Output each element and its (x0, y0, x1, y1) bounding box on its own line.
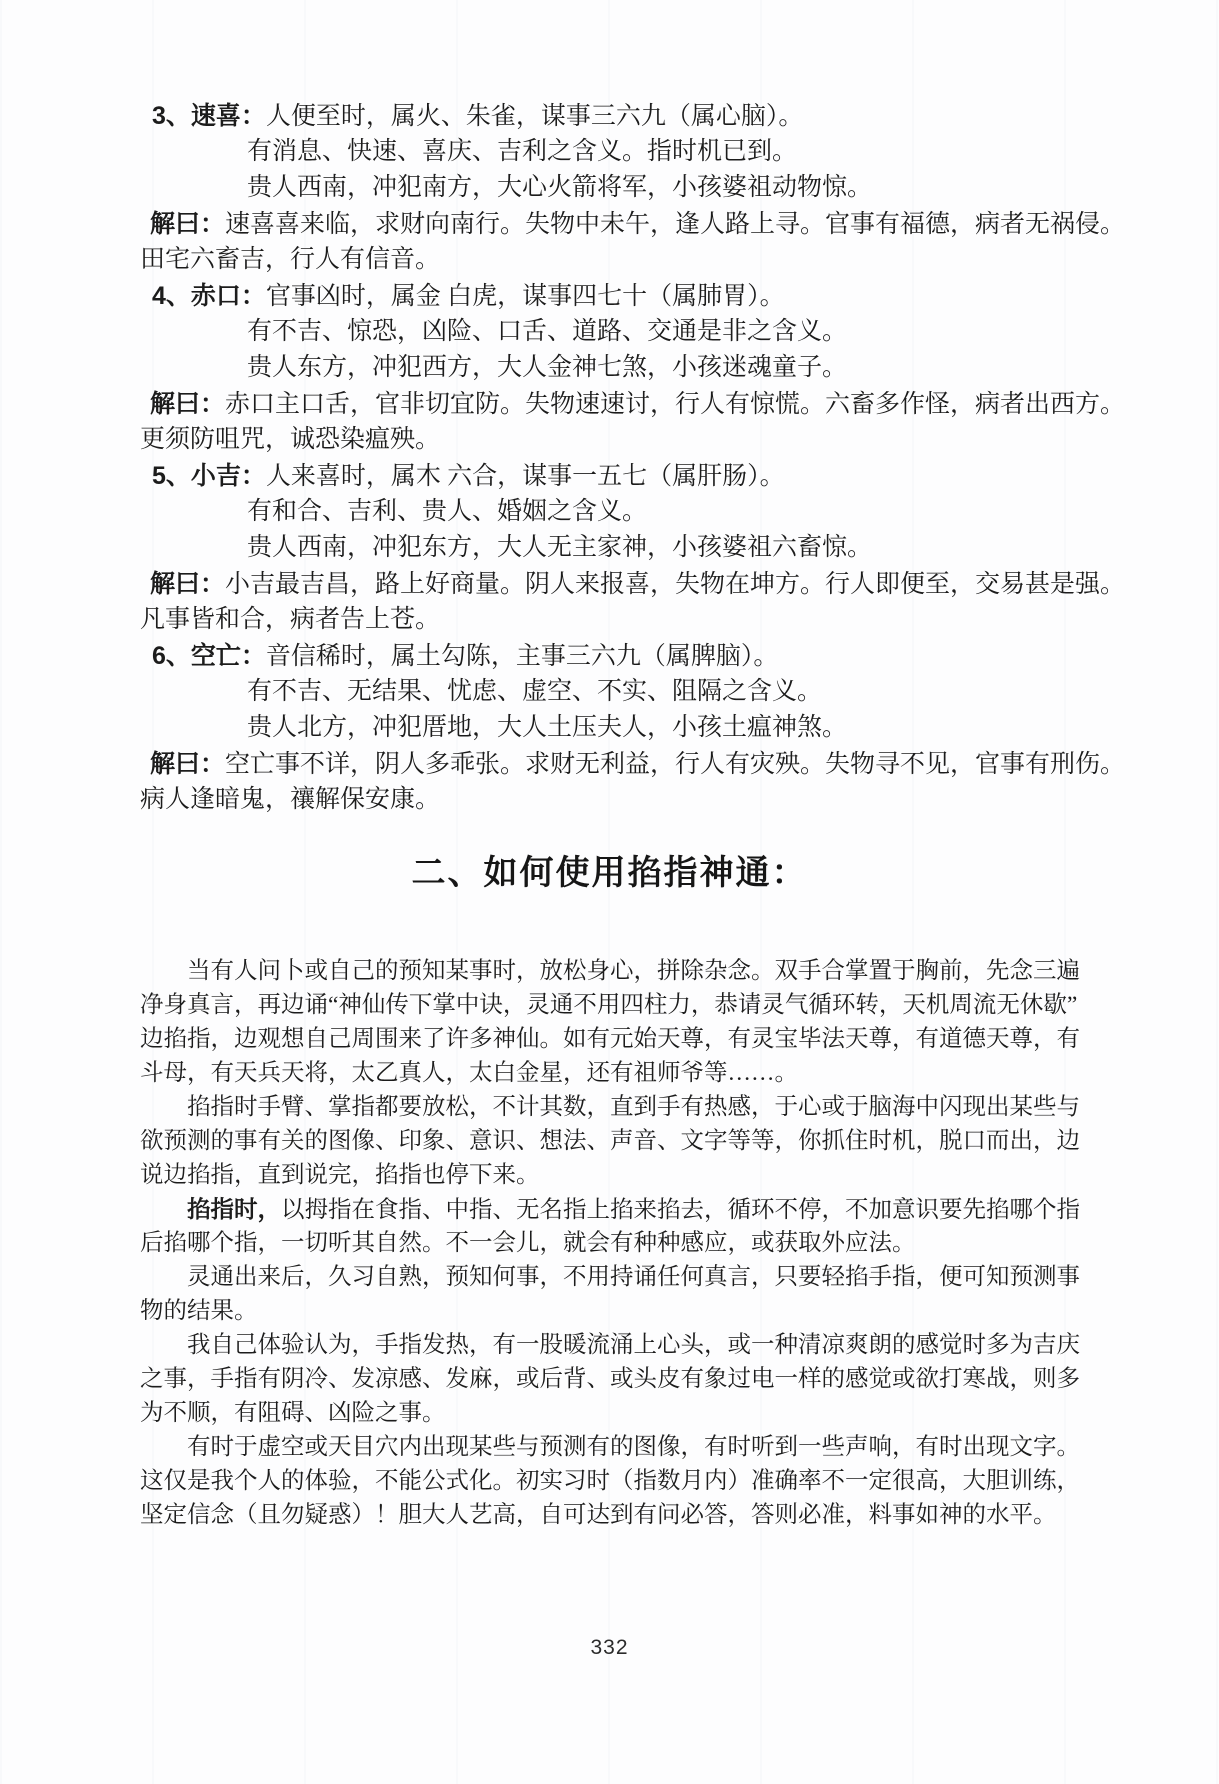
body-line-text: 灵通出来后，久习自熟，预知何事，不用持诵任何真言，只要轻掐手指，便可知预测事 (187, 1264, 1080, 1290)
entry-line-text: 贵人西南，冲犯东方，大人无主家神，小孩婆祖六畜惊。 (247, 534, 873, 561)
body-line-text: 说边掐指，直到说完，掐指也停下来。 (140, 1162, 540, 1188)
entry-line (140, 638, 1092, 674)
body-line-text: 我自己体验认为，手指发热，有一股暖流涌上心头，或一种清凉爽朗的感觉时多为吉庆 (187, 1332, 1080, 1358)
body-line-label: 掐指时， (187, 1196, 281, 1222)
body-line-text: 净身真言，再边诵“神仙传下掌中诀，灵通不用四柱力，恭请灵气循环转，天机周流无休歇” (140, 992, 1078, 1018)
entry-line-label: 3、速喜： (152, 102, 266, 130)
body-line (140, 1158, 1092, 1192)
body-line-text: 之事，手指有阴冷、发凉感、发麻，或后背、或头皮有象过电一样的感觉或欲打寒战，则多 (140, 1366, 1080, 1392)
body-line (140, 1124, 1092, 1158)
entry-line (140, 746, 1126, 782)
body-line (140, 1498, 1092, 1532)
body-line (140, 988, 1092, 1022)
entry-line-label: 解曰： (150, 750, 226, 778)
body-line-text: 掐指时手臂、掌指都要放松，不计其数，直到手有热感，于心或于脑海中闪现出某些与 (187, 1094, 1080, 1120)
entry-line (140, 134, 1092, 170)
entry-line (140, 206, 1126, 242)
entry-line-label: 6、空亡： (152, 642, 266, 670)
entry-line (140, 98, 1092, 134)
entries-block (140, 98, 1126, 818)
body-line-text: 为不顺，有阻碍、凶险之事。 (140, 1400, 446, 1426)
body-line-text: 物的结果。 (140, 1298, 258, 1324)
body-line (140, 1056, 1092, 1090)
entry-line-text: 凡事皆和合，病者告上苍。 (140, 606, 441, 633)
entry-line (140, 422, 1092, 458)
entry-line (140, 458, 1092, 494)
entry-line-text: 贵人北方，冲犯厝地，大人土压夫人，小孩土瘟神煞。 (247, 714, 848, 741)
body-line (140, 1226, 1092, 1260)
entry-line (140, 350, 1092, 386)
entry-line-text: 更须防咀咒，诚恐染瘟殃。 (140, 426, 441, 453)
entry-line-text: 贵人东方，冲犯西方，大人金神七煞，小孩迷魂童子。 (247, 354, 848, 381)
entry-line-text: 空亡事不详，阴人多乖张。求财无利益，行人有灾殃。失物寻不见，官事有刑伤。 (225, 751, 1126, 778)
entry-line-text: 田宅六畜吉，行人有信音。 (140, 246, 441, 273)
entry-line-text: 人便至时，属火、朱雀，谋事三六九（属心脑）。 (265, 103, 804, 130)
entry-line-text: 人来喜时，属木 六合，谋事一五七（属肝肠）。 (265, 463, 785, 490)
entry-line (140, 674, 1092, 710)
body-line-text: 以拇指在食指、中指、无名指上掐来掐去，循环不停，不加意识要先掐哪个指 (281, 1197, 1080, 1223)
entry-line-text: 有消息、快速、喜庆、吉利之含义。指时机已到。 (247, 138, 798, 165)
entry-line (140, 386, 1126, 422)
body-line-text: 这仅是我个人的体验，不能公式化。初实习时（指数月内）准确率不一定很高，大胆训练， (140, 1468, 1080, 1494)
entry-line-text: 有和合、吉利、贵人、婚姻之含义。 (247, 498, 648, 525)
body-line (140, 1328, 1092, 1362)
body-line (140, 1430, 1092, 1464)
entry-line-label: 4、赤口： (152, 282, 266, 310)
body-line-text: 当有人问卜或自己的预知某事时，放松身心，拼除杂念。双手合掌置于胸前，先念三遍 (187, 958, 1080, 984)
body-line (140, 1294, 1092, 1328)
entry-line (140, 170, 1092, 206)
page-number: 332 (590, 1636, 629, 1659)
body-line-text: 有时于虚空或天目穴内出现某些与预测有的图像，有时听到一些声响，有时出现文字。 (187, 1434, 1080, 1460)
body-line-text: 斗母，有天兵天将，太乙真人，太白金星，还有祖师爷等……。 (140, 1060, 798, 1086)
entry-line (140, 566, 1126, 602)
body-line-text: 欲预测的事有关的图像、印象、意识、想法、声音、文字等等，你抓住时机，脱口而出，边 (140, 1128, 1080, 1154)
body-line (140, 1396, 1092, 1430)
entry-line (140, 530, 1092, 566)
entry-line (140, 782, 1092, 818)
entry-line-text: 赤口主口舌，官非切宜防。失物速速讨，行人有惊慌。六畜多作怪，病者出西方。 (225, 391, 1126, 418)
body-line (140, 1464, 1092, 1498)
entry-line-label: 解曰： (150, 210, 226, 238)
body-line (140, 1362, 1092, 1396)
entry-line-text: 速喜喜来临，求财向南行。失物中未午，逢人路上寻。官事有福德，病者无祸侵。 (225, 211, 1126, 238)
entry-line (140, 314, 1092, 350)
entry-line-text: 小吉最吉昌，路上好商量。阴人来报喜，失物在坤方。行人即便至，交易甚是强。 (225, 571, 1126, 598)
entry-line (140, 494, 1092, 530)
entry-line-label: 5、小吉： (152, 462, 266, 490)
body-line (140, 1090, 1092, 1124)
entry-line-text: 贵人西南，冲犯南方，大心火箭将军，小孩婆祖动物惊。 (247, 174, 873, 201)
body-line-text: 后掐哪个指，一切听其自然。不一会儿，就会有种种感应，或获取外应法。 (140, 1230, 916, 1256)
body-line (140, 954, 1092, 988)
body-line-text: 边掐指，边观想自己周围来了许多神仙。如有元始天尊，有灵宝毕法天尊，有道德天尊，有 (140, 1026, 1080, 1052)
entry-line-text: 病人逢暗鬼，禳解保安康。 (140, 786, 441, 813)
body-line (140, 1260, 1092, 1294)
entry-line-text: 有不吉、惊恐，凶险、口舌、道路、交通是非之含义。 (247, 318, 848, 345)
entry-line-text: 音信稀时，属土勾陈，主事三六九（属脾脑）。 (265, 643, 779, 670)
body-block (140, 954, 1092, 1532)
entry-line (140, 602, 1092, 638)
entry-line-text: 有不吉、无结果、忧虑、虚空、不实、阻隔之含义。 (247, 678, 823, 705)
body-line-text: 坚定信念（且勿疑惑）！胆大人艺高，自可达到有问必答，答则必准，料事如神的水平。 (140, 1502, 1057, 1528)
entry-line-label: 解曰： (150, 390, 226, 418)
body-line (140, 1192, 1092, 1226)
entry-line (140, 710, 1092, 746)
section-heading: 二、如何使用掐指神通： (411, 854, 808, 892)
entry-line (140, 242, 1092, 278)
entry-line-text: 官事凶时，属金 白虎，谋事四七十（属肺胃）。 (265, 283, 785, 310)
entry-line (140, 278, 1092, 314)
entry-line-label: 解曰： (150, 570, 226, 598)
body-line (140, 1022, 1092, 1056)
